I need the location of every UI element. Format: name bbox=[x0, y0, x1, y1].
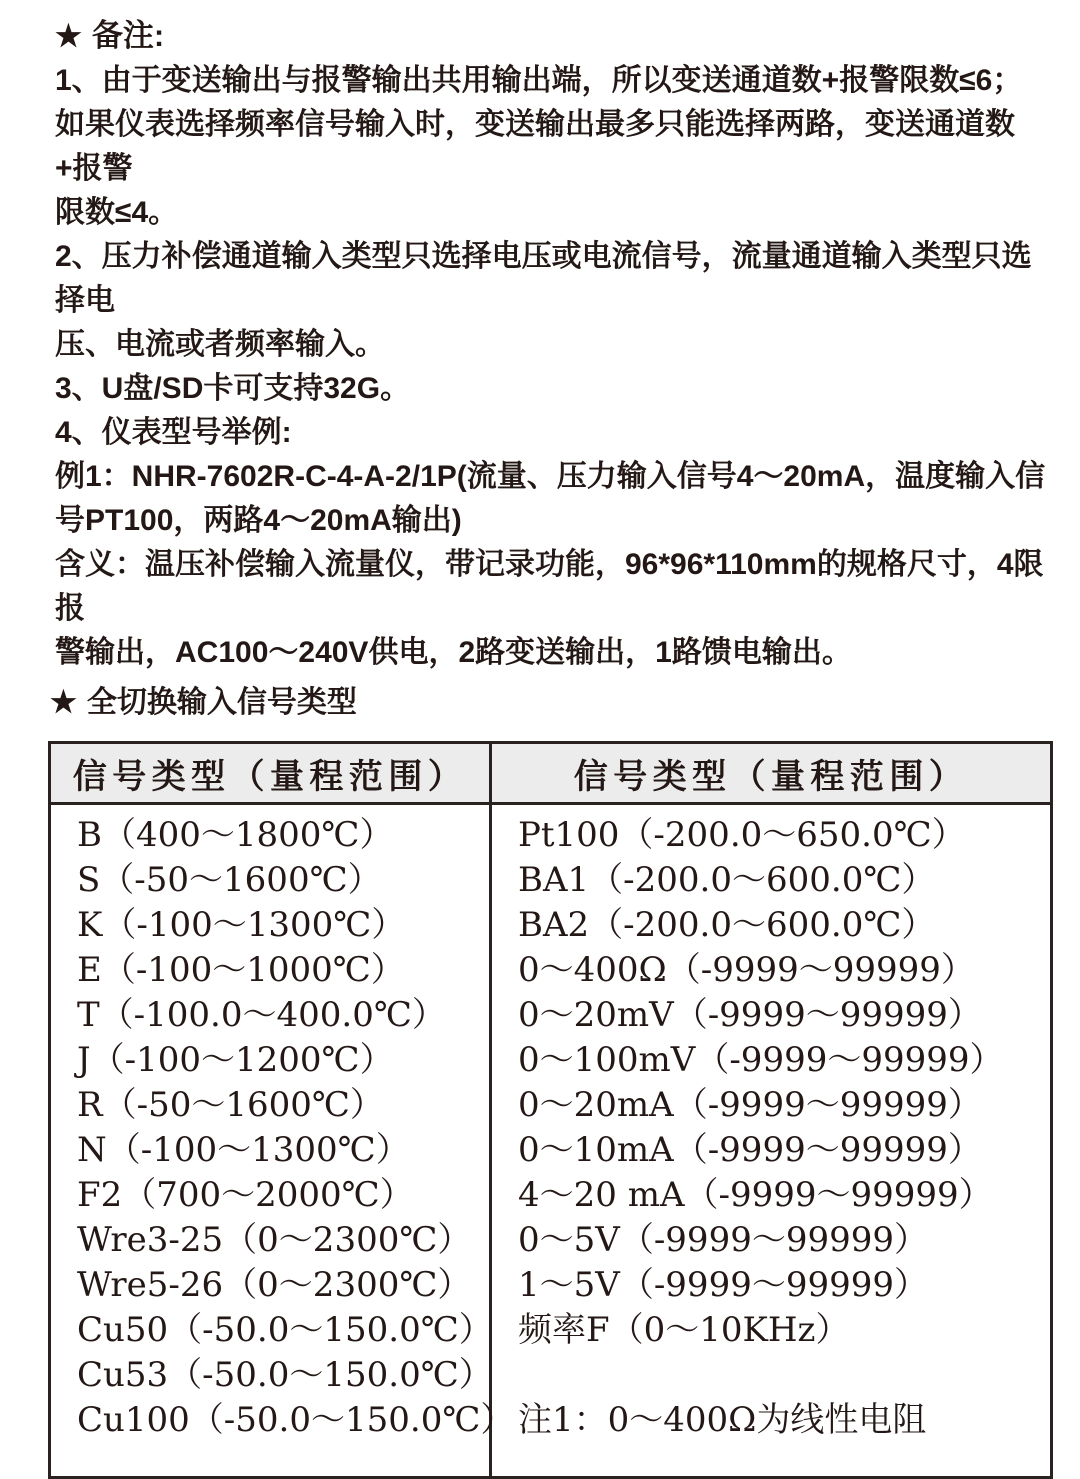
note-line: 1、由于变送输出与报警输出共用输出端，所以变送通道数+报警限数≤6； bbox=[55, 64, 1023, 97]
note-line: 例1：NHR-7602R-C-4-A-2/1P(流量、压力输入信号4～20mA，温度输入信 bbox=[55, 460, 1046, 493]
table-row: Cu100（-50.0～150.0℃） bbox=[77, 1400, 515, 1440]
table-row: 0～5V（-9999～99999） bbox=[518, 1220, 928, 1260]
note-line: 4、仪表型号举例: bbox=[55, 416, 292, 449]
table-row: J（-100～1200℃） bbox=[77, 1040, 394, 1080]
table-cell-left bbox=[50, 804, 515, 1478]
table-row: 0～100mV（-9999～99999） bbox=[518, 1040, 1004, 1080]
table-row bbox=[492, 1353, 1050, 1398]
note-line: 警输出，AC100～240V供电，2路变送输出，1路馈电输出。 bbox=[55, 636, 852, 669]
table-row: B（400～1800℃） bbox=[77, 815, 394, 855]
notes-title-line bbox=[55, 14, 1052, 59]
section-heading: 全切换输入信号类型 bbox=[86, 686, 357, 719]
table-row: K（-100～1300℃） bbox=[77, 905, 406, 945]
signal-type-table bbox=[48, 741, 1053, 1479]
table-body-row bbox=[50, 804, 1052, 1478]
table-row: Cu50（-50.0～150.0℃） bbox=[77, 1310, 493, 1350]
note-line: 压、电流或者频率输入。 bbox=[55, 328, 385, 361]
star-icon: ★ bbox=[50, 686, 77, 719]
table-row: F2（700～2000℃） bbox=[77, 1175, 414, 1215]
table-row: Wre5-26（0～2300℃） bbox=[77, 1265, 472, 1305]
note-line: 含义：温压补偿输入流量仪，带记录功能，96*96*110mm的规格尺寸，4限报 bbox=[55, 548, 1044, 625]
note-line: 3、U盘/SD卡可支持32G。 bbox=[55, 372, 411, 405]
table-row: T（-100.0～400.0℃） bbox=[77, 995, 446, 1035]
star-icon: ★ bbox=[55, 20, 82, 53]
table-row: 0～20mA（-9999～99999） bbox=[518, 1085, 982, 1125]
table-row: BA1（-200.0～600.0℃） bbox=[518, 860, 936, 900]
table-row: 频率F（0～10KHz） bbox=[518, 1310, 850, 1350]
note-line: 限数≤4。 bbox=[55, 196, 179, 229]
table-header-right: 信号类型（量程范围） bbox=[491, 743, 1052, 804]
notes-section bbox=[0, 0, 1080, 675]
section-heading-line bbox=[50, 681, 1080, 725]
table-row: S（-50～1600℃） bbox=[77, 860, 382, 900]
table-row: Cu53（-50.0～150.0℃） bbox=[77, 1355, 493, 1395]
table-row: Wre3-25（0～2300℃） bbox=[77, 1220, 472, 1260]
note-line: 号PT100，两路4～20mA输出) bbox=[55, 504, 462, 537]
note-line: 如果仪表选择频率信号输入时，变送输出最多只能选择两路，变送通道数+报警 bbox=[55, 108, 1015, 185]
table-row: 注1：0～400Ω为线性电阻 bbox=[518, 1400, 927, 1440]
table-row: Pt100（-200.0～650.0℃） bbox=[518, 815, 966, 855]
table-row: BA2（-200.0～600.0℃） bbox=[518, 905, 936, 945]
notes-lines bbox=[55, 59, 1052, 675]
table-row: N（-100～1300℃） bbox=[77, 1130, 410, 1170]
notes-title: 备注: bbox=[91, 18, 165, 53]
table-row: 0～10mA（-9999～99999） bbox=[518, 1130, 982, 1170]
note-line: 2、压力补偿通道输入类型只选择电压或电流信号，流量通道输入类型只选择电 bbox=[55, 240, 1032, 317]
table-row: 0～400Ω（-9999～99999） bbox=[518, 950, 975, 990]
table-header-row bbox=[50, 743, 1052, 804]
table-row: E（-100～1000℃） bbox=[77, 950, 405, 990]
table-row: 0～20mV（-9999～99999） bbox=[518, 995, 982, 1035]
table-row: 4～20 mA（-9999～99999） bbox=[518, 1175, 993, 1215]
table-row: R（-50～1600℃） bbox=[77, 1085, 384, 1125]
table-header-left: 信号类型（量程范围） bbox=[50, 743, 491, 804]
table-cell-right bbox=[491, 804, 1052, 1478]
table-row: 1～5V（-9999～99999） bbox=[518, 1265, 928, 1305]
